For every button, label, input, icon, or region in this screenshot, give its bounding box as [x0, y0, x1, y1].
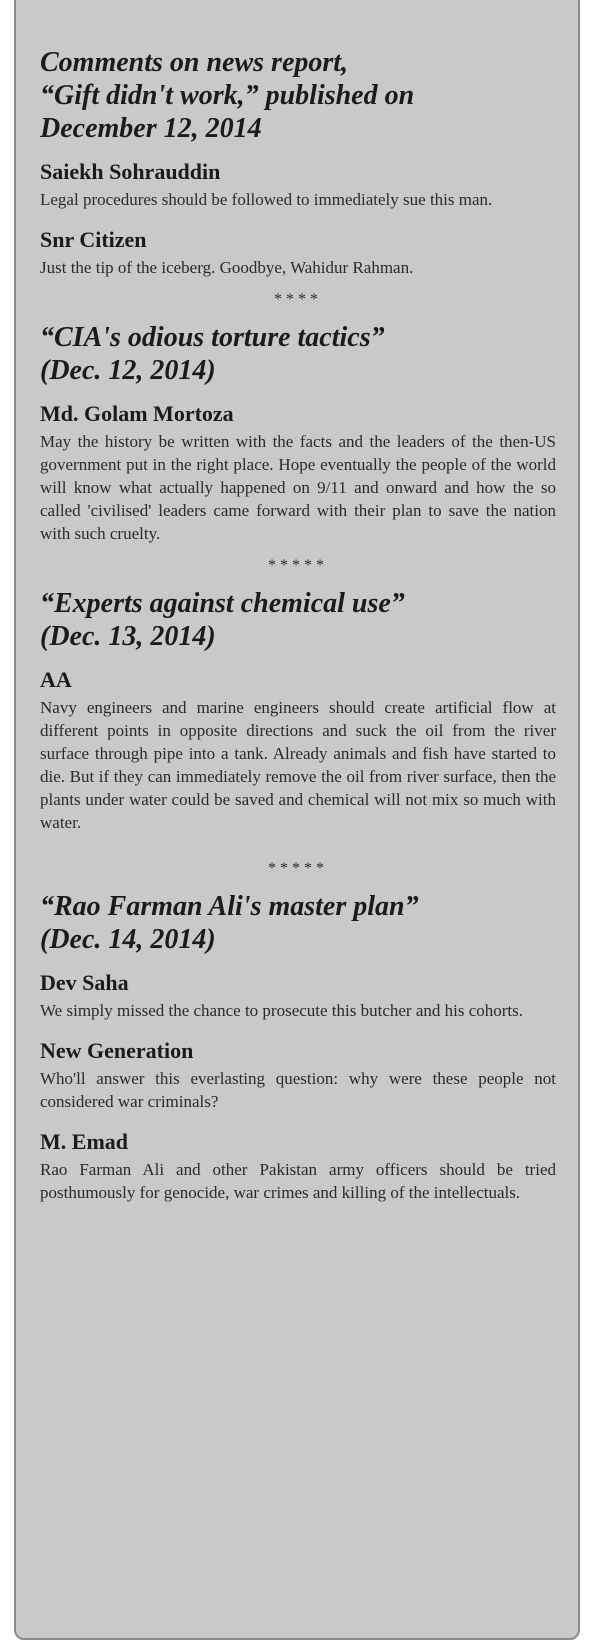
section-separator: **** [274, 291, 322, 308]
comment-author: Md. Golam Mortoza [40, 401, 234, 426]
section-title-line: “Experts against chemical use” [40, 588, 405, 619]
comment-author: M. Emad [40, 1129, 128, 1154]
section-title-line: (Dec. 13, 2014) [40, 621, 216, 652]
comment-text: Rao Farman Ali and other Pakistan army officers should be tried posthumously for genocide, war crimes and killing of the intellectuals. [40, 1160, 556, 1202]
comment-author: AA [40, 667, 72, 692]
comment-author: Snr Citizen [40, 227, 147, 252]
comment-text: May the history be written with the facts and the leaders of the then-US government put in the right place. Hope eventually the people of the world will know what actually happened on 9/11 and onward and how the so called 'civilised' leaders came forward with their plan to save the nation with such cruelty. [40, 432, 556, 543]
comment [40, 1129, 556, 1204]
section-title-line: “Gift didn't work,” published on [40, 80, 415, 111]
comment-text: Legal procedures should be followed to immediately sue this man. [40, 190, 493, 209]
comment [40, 159, 556, 211]
section-separator: ***** [268, 860, 328, 877]
section-title-line: “Rao Farman Ali's master plan” [40, 891, 419, 922]
comment-text: Navy engineers and marine engineers should create artificial flow at different points in opposite directions and suck the oil from the river surface through pipe into a tank. Already animals and fish have started to die. But if they can immediately remove the oil from river surface, then the plants under water could be saved and chemical will not mix so much with water. [40, 698, 556, 832]
comment-author: New Generation [40, 1038, 194, 1063]
comment [40, 667, 556, 834]
comment-author: Dev Saha [40, 970, 129, 995]
comment [40, 1038, 556, 1113]
comment-text: We simply missed the chance to prosecute this butcher and his cohorts. [40, 1001, 524, 1020]
section-title [40, 46, 556, 145]
section-title [40, 321, 556, 387]
section-title [40, 587, 556, 653]
comment-text: Just the tip of the iceberg. Goodbye, Wahidur Rahman. [40, 258, 414, 277]
comment [40, 401, 556, 545]
comment-text: Who'll answer this everlasting question: why were these people not considered war criminals? [40, 1069, 556, 1111]
comment-author: Saiekh Sohrauddin [40, 159, 221, 184]
section-title-line: (Dec. 12, 2014) [40, 355, 216, 386]
comments-panel [14, 0, 580, 1640]
comment [40, 227, 556, 279]
comment [40, 970, 556, 1022]
section-title-line: December 12, 2014 [40, 113, 262, 144]
section-title-line: “CIA's odious torture tactics” [40, 322, 385, 353]
section-separator: ***** [268, 557, 328, 574]
section-title-line: (Dec. 14, 2014) [40, 924, 216, 955]
section-title [40, 890, 556, 956]
section-title-line: Comments on news report, [40, 47, 349, 78]
